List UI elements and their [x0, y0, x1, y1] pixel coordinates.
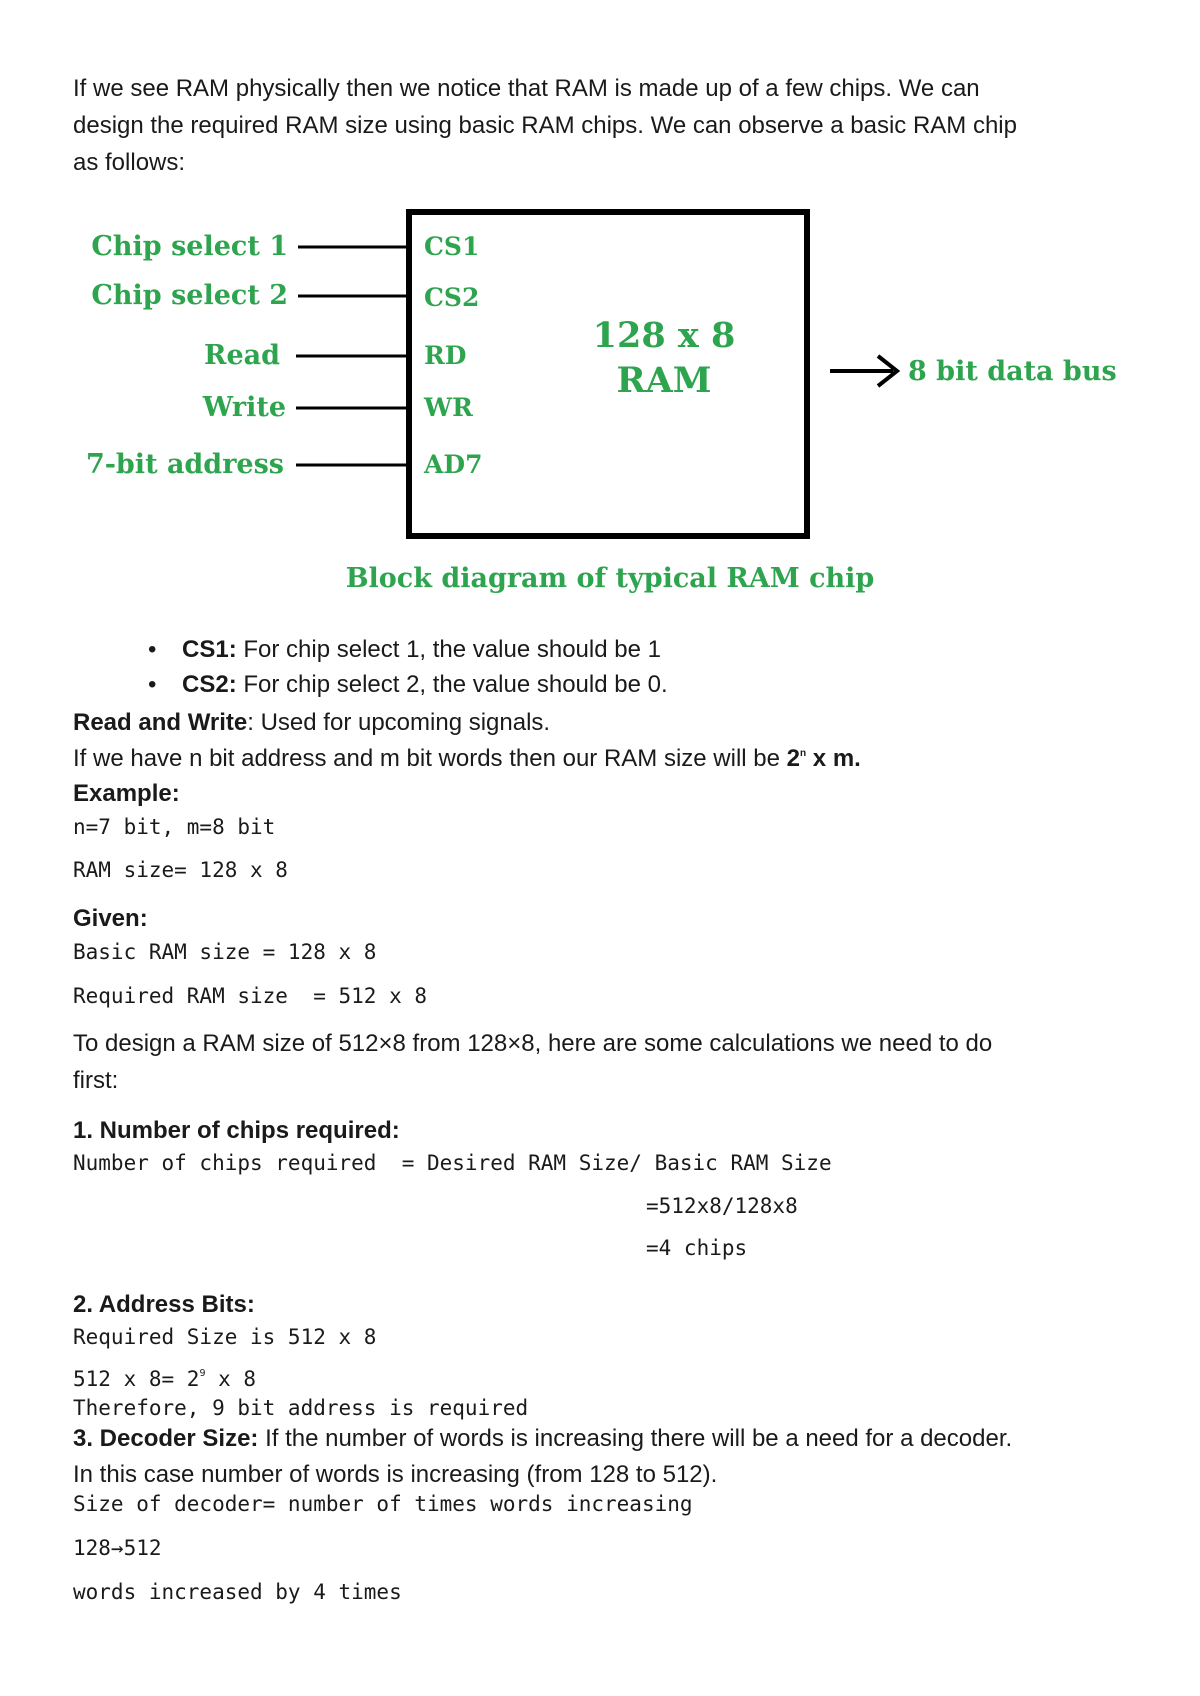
pin-wr: WR	[424, 393, 473, 422]
chips-line-2: =512x8/128x8	[646, 1194, 798, 1218]
decoder-line-5: words increased by 4 times	[73, 1580, 402, 1604]
address-line-2-tail: x 8	[205, 1367, 257, 1391]
formula-base: 2	[786, 745, 801, 772]
address-line-2-text: 512 x 8= 2	[73, 1367, 200, 1391]
address-line-2	[73, 1367, 256, 1391]
given-line-1: Basic RAM size = 128 x 8	[73, 940, 377, 964]
design-line-1: To design a RAM size of 512×8 from 128×8, here are some calculations we need to do	[73, 1030, 993, 1057]
formula-text: If we have n bit address and m bit words then our RAM size will be	[73, 745, 787, 772]
bullet-term-cs1: CS1:	[182, 636, 237, 663]
pin-cs2: CS2	[424, 283, 480, 312]
bullet-text-cs2: For chip select 2, the value should be 0.	[236, 671, 668, 698]
input-label-write: Write	[202, 392, 286, 423]
bullet-text-cs1: For chip select 1, the value should be 1	[236, 636, 661, 663]
list-item	[182, 667, 1082, 702]
intro-line-3: as follows:	[73, 149, 186, 176]
design-paragraph	[73, 1025, 1163, 1099]
given-heading: Given:	[73, 905, 148, 932]
pin-ad7: AD7	[424, 450, 483, 479]
pin-cs1: CS1	[424, 232, 480, 261]
pin-rd: RD	[424, 341, 467, 370]
read-write-line	[73, 704, 550, 741]
chips-line-1: Number of chips required = Desired RAM Size/ Basic RAM Size	[73, 1151, 832, 1175]
ram-size-formula	[73, 740, 861, 777]
read-write-term: Read and Write	[73, 709, 248, 736]
intro-line-1: If we see RAM physically then we notice that RAM is made up of a few chips. We can	[73, 75, 980, 102]
address-exponent: 9	[199, 1368, 206, 1379]
bullet-term-cs2: CS2:	[182, 671, 237, 698]
input-label-cs2: Chip select 2	[91, 280, 288, 311]
example-line-2: RAM size= 128 x 8	[73, 858, 288, 882]
design-line-2: first:	[73, 1067, 119, 1094]
input-label-cs1: Chip select 1	[91, 231, 288, 262]
decoder-line-3: Size of decoder= number of times words increasing	[73, 1492, 693, 1516]
example-heading: Example:	[73, 780, 180, 807]
diagram-caption: Block diagram of typical RAM chip	[345, 563, 875, 594]
intro-paragraph	[73, 70, 1153, 181]
read-write-text: : Used for upcoming signals.	[247, 709, 551, 736]
example-line-1: n=7 bit, m=8 bit	[73, 815, 276, 839]
chip-select-list	[182, 632, 1082, 702]
given-line-2: Required RAM size = 512 x 8	[73, 984, 428, 1008]
decoder-text: If the number of words is increasing there will be a need for a decoder.	[258, 1425, 1013, 1452]
intro-line-2: design the required RAM size using basic RAM chips. We can observe a basic RAM chip	[73, 112, 1017, 139]
decoder-line-2: In this case number of words is increasing (from 128 to 512).	[73, 1461, 718, 1488]
decoder-line-4: 128→512	[73, 1536, 162, 1560]
address-line-3: Therefore, 9 bit address is required	[73, 1396, 529, 1420]
chip-ram-label: RAM	[616, 360, 712, 401]
ram-block-diagram	[0, 190, 1200, 620]
output-label: 8 bit data bus	[908, 356, 1117, 387]
decoder-line-1	[73, 1420, 1183, 1457]
input-label-read: Read	[204, 340, 280, 371]
list-item	[182, 632, 1082, 667]
formula-tail: x m.	[806, 745, 861, 772]
chips-heading: 1. Number of chips required:	[73, 1117, 400, 1144]
input-label-address: 7-bit address	[85, 449, 284, 480]
address-line-1: Required Size is 512 x 8	[73, 1325, 377, 1349]
chips-line-3: =4 chips	[646, 1236, 748, 1260]
formula-exponent: n	[800, 748, 807, 759]
decoder-heading: 3. Decoder Size:	[73, 1425, 259, 1452]
chip-size-label: 128 x 8	[592, 315, 736, 356]
address-heading: 2. Address Bits:	[73, 1291, 255, 1318]
